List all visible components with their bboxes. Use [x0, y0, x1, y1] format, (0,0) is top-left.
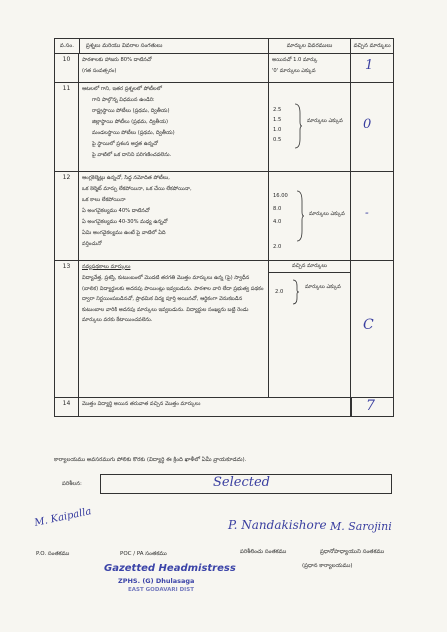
office-label: (ప్రధాన కార్యాలయము)	[302, 563, 353, 569]
header-sno: వ.సం.	[55, 39, 80, 53]
brace-icon	[291, 279, 301, 305]
text-line: ఒక కెల్మెట్ మార్పు లేకపోయినా, ఒక చేయి లేకపోయినా,	[82, 186, 192, 192]
text-line: ఆంగ్లకెల్మెట్లు ఉన్నచో, సిద్ధ నమోదిత పోటీలు,	[82, 175, 170, 181]
brace-icon	[293, 103, 303, 149]
value: 0.5	[273, 137, 282, 143]
row-10-got	[351, 54, 393, 82]
marks-values	[273, 190, 288, 254]
poc-label: POC / PA సంతకము	[120, 551, 167, 557]
text-line: అయినచో 1.0 మార్కు	[272, 57, 318, 63]
row-number: 14	[55, 398, 79, 416]
row-13-text	[79, 261, 269, 397]
value: 16.00	[273, 193, 288, 199]
office-note: కార్యాలయము అవసరముగు పోలికు కొరకు (విద్యార్థి ఈ క్రింది ఖాళీలో ఏమీ వ్రాయకూడదు).	[54, 457, 247, 463]
handwritten-score: C	[363, 317, 374, 333]
text-line: పాఠశాలకు హాజరు 80% దాటినచో	[82, 57, 152, 63]
text-line: జిల్లాస్థాయి పోటీలు (ప్రథమ, ద్వితీయ)	[92, 119, 169, 125]
text-line: మొత్తం విద్యార్థి అయిన తరువాత వచ్చిన మొత్తం మార్కులు	[82, 401, 201, 407]
remarks-handwriting: Selected	[213, 475, 270, 490]
row-14	[55, 398, 393, 416]
row-number: 12	[55, 172, 79, 260]
marks-label: మార్కులు ఎక్కువ	[307, 118, 343, 124]
row-12-text	[79, 172, 269, 260]
row-11-marks	[269, 83, 351, 171]
brace-icon	[295, 190, 305, 242]
text-line: పై వాటిలో ఒక దానిని పరిగణించవలెను.	[92, 152, 172, 158]
po-label: P.O. సంతకము	[36, 551, 70, 557]
row-11-got	[351, 83, 393, 171]
row-13-marks	[269, 261, 351, 397]
value: 2.0	[275, 289, 284, 295]
handwritten-score: -	[365, 206, 369, 219]
handwritten-score: 7	[366, 398, 375, 414]
header-item: ప్రశ్నలు మరియు వివరాల సంగతులు	[80, 39, 269, 53]
marks-label: మార్కులు ఎక్కువ	[305, 284, 341, 290]
row-number: 11	[55, 83, 79, 171]
row-13	[55, 261, 393, 398]
text-line: ఏ అంగవైకల్యము 40-30% మధ్య ఉన్నచో	[82, 219, 168, 225]
text-line: ఆటలలో గాని, ఇతర ప్రశ్నలలో పోటీలలో	[82, 86, 162, 92]
value: 4.0	[273, 219, 282, 225]
header-got: వచ్చిన మార్కులు	[353, 43, 391, 49]
row-12	[55, 172, 393, 261]
text-line: మండలస్థాయి పోటీలు (ప్రథమ, ద్వితీయ)	[92, 130, 175, 136]
handwritten-score: 1	[365, 58, 374, 73]
row-number: 13	[55, 261, 79, 397]
handwritten-score: 0	[363, 117, 372, 132]
row-13-got	[351, 261, 393, 397]
value: 8.0	[273, 206, 282, 212]
text-line: ఏమి అంగవైకల్యము ఉంటే పై వాటిలో ఏది	[82, 230, 166, 236]
stamp-line-1: Gazetted Headmistress	[104, 563, 236, 574]
marks-values	[273, 105, 281, 145]
checker-signature: P. Nandakishore	[228, 518, 327, 532]
text-line: ఏ అంగవైకల్యము 40% దాటినచో	[82, 208, 150, 214]
row-10-text	[79, 54, 269, 82]
stamp-line-2: ZPHS. (G) Dhulasaga	[118, 577, 195, 585]
marks-table	[54, 38, 394, 417]
checker-label: పరిశీలించు సంతకము	[240, 549, 287, 555]
text-line: ఒక కాలు లేకపోయినా	[82, 197, 126, 203]
row-12-marks	[269, 172, 351, 260]
remarks-label: పరిశీలన:	[62, 481, 82, 487]
value: 2.5	[273, 107, 282, 113]
row-12-got	[351, 172, 393, 260]
row-11	[55, 83, 393, 172]
sub-header: వచ్చిన మార్కులు	[269, 261, 350, 273]
row-10-marks	[269, 54, 351, 82]
paragraph: విద్యావేత్త, ప్రశస్తి, కుటుంబంలో మొదటి తరగతి మొత్తం మార్కులు ఉన్న (పై) స్వాధీన (బాలిక) విద్యార్థులకు అదనపు పాయింట్లు ఇవ్వబడును. పాఠశాల వారి లేదా ప్రభుత్వ పథకం ద్వారా నిర్ణయింపబడినచో, ప్రాథమిక విద్య పూర్తి అయినచో, ఆర్థికంగా వెనుకబడిన కుటుంబాల వారికి అదనపు మార్కులు ఇవ్వబడును. విద్యార్థుల సంఖ్యను బట్టి రెండు మార్కులు వరకు కేటాయించవలెను.	[82, 275, 264, 323]
principal-signature: M. Sarojini	[330, 520, 392, 533]
value: 1.0	[273, 127, 282, 133]
value: 1.5	[273, 117, 282, 123]
remarks-box	[100, 474, 392, 494]
principal-label: ప్రధానోపాధ్యాయుని సంతకము	[320, 549, 385, 555]
section-title: నవ్యపథకాలు మార్కులు	[82, 264, 131, 270]
text-line: గాని పాల్గొన్న విధమున ఉండిరి:	[92, 97, 155, 103]
row-14-got	[351, 398, 393, 416]
row-14-text	[79, 398, 351, 416]
stamp-line-3: EAST GODAVARI DIST	[128, 587, 194, 593]
text-line: వర్తించునో	[82, 241, 102, 247]
marks-label: మార్కులు ఎక్కువ	[309, 211, 345, 217]
row-number: 10	[55, 54, 79, 82]
value: 2.0	[273, 244, 282, 250]
po-signature: M. Kaipalla	[33, 506, 93, 529]
table-header	[55, 39, 393, 54]
text-line: రాష్ట్రస్థాయి పోటీలు (ప్రథమ, ద్వితీయ)	[92, 108, 170, 114]
text-line: పై స్థాయిలో ప్రశంస అర్హత ఉన్నచో	[92, 141, 159, 147]
row-11-text	[79, 83, 269, 171]
text-line: '0' మార్కులు ఎక్కువ	[272, 68, 316, 74]
header-marks: మార్కుల వివరములు	[269, 39, 352, 53]
row-10	[55, 54, 393, 83]
text-line: (గత సంవత్సరం)	[82, 68, 117, 74]
